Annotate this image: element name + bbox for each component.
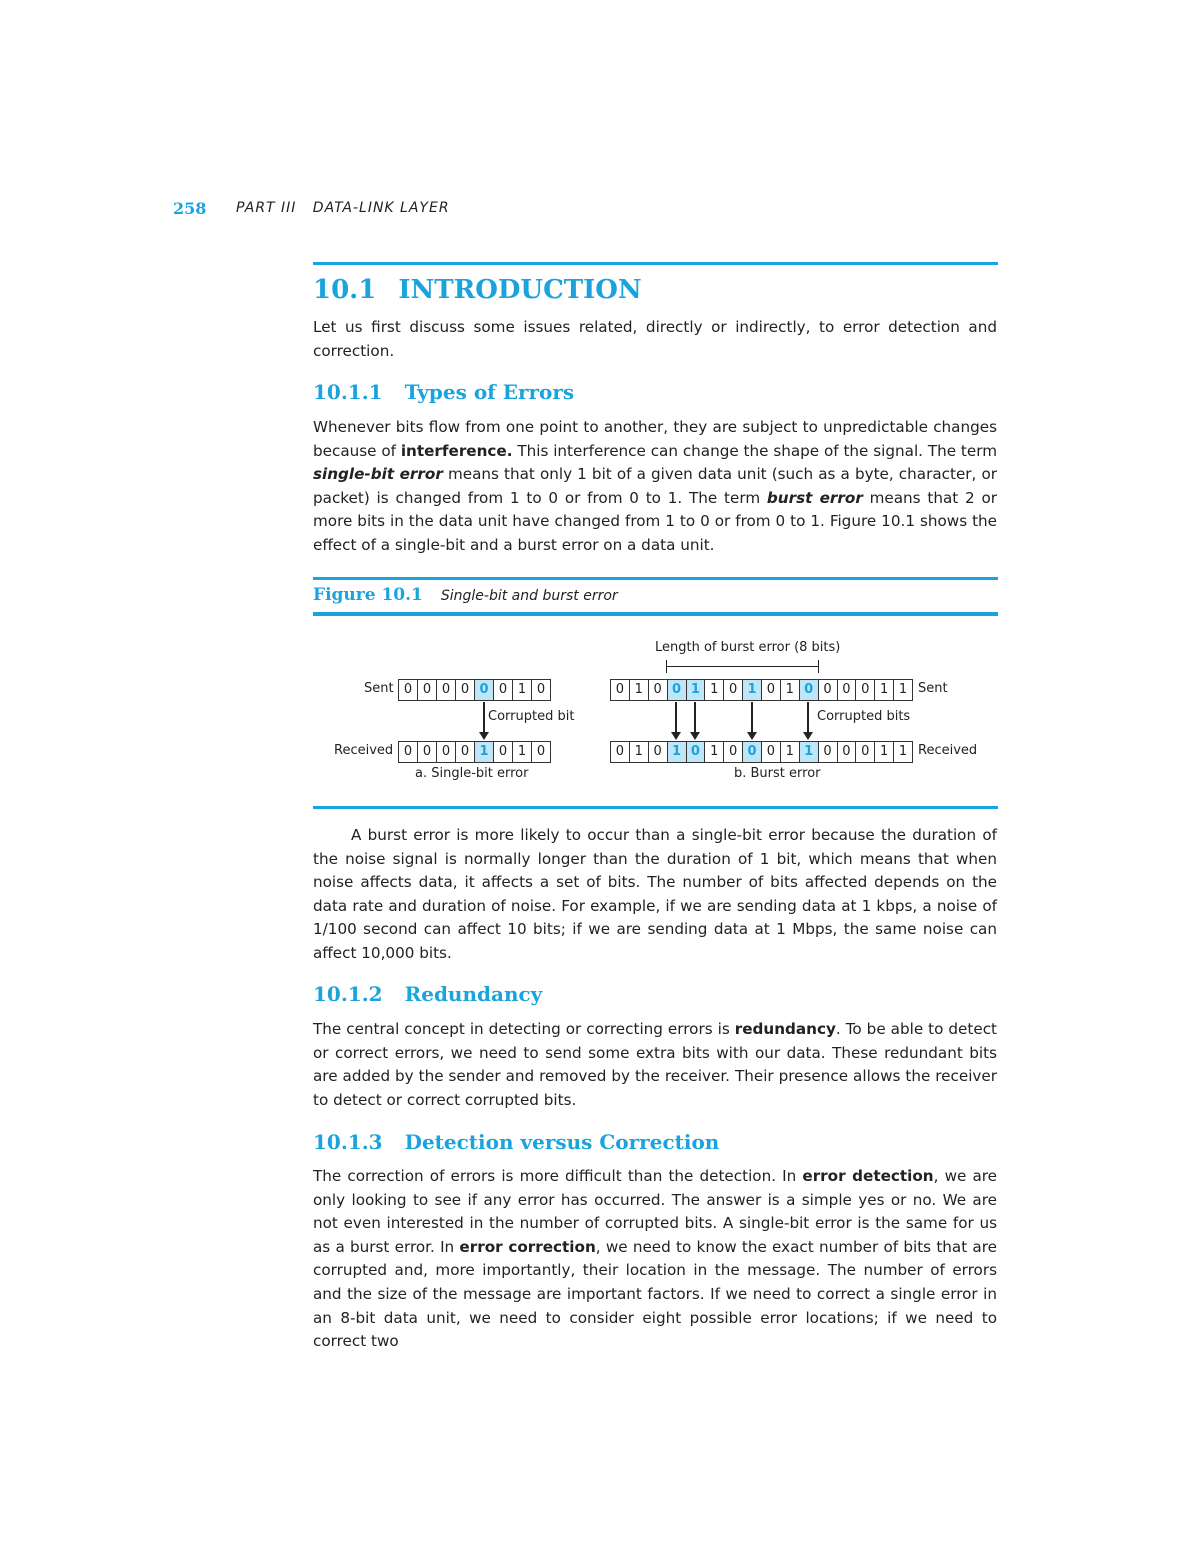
bit-cell: 1 (705, 680, 724, 700)
single-caption: a. Single-bit error (415, 766, 529, 781)
bit-cell: 0 (724, 680, 743, 700)
bit-cell: 0 (762, 680, 781, 700)
subsection-title: Redundancy (404, 982, 543, 1006)
bracket-tick (666, 660, 667, 673)
text: To be able to detect or correct errors, we need to send some extra bits with our data. These redundant bits are added by the sender and removed by the receiver. Their presence allows the receiver to detect or correct corrupted bits. (313, 1020, 997, 1109)
bit-cell: 1 (781, 680, 800, 700)
burst-sent-bits (610, 679, 913, 701)
term-error-correction: error correction (459, 1237, 596, 1256)
bit-cell: 0 (819, 742, 838, 762)
term-single-bit-error: single-bit error (313, 465, 443, 484)
bit-cell: 1 (630, 680, 649, 700)
bit-cell: 0 (819, 680, 838, 700)
bit-cell: 1 (687, 680, 706, 700)
bit-cell: 0 (668, 680, 687, 700)
corruption-arrow-icon (675, 702, 677, 734)
bit-cell: 1 (875, 742, 894, 762)
bit-cell: 0 (743, 742, 762, 762)
figure-label: Figure 10.1 (313, 585, 423, 605)
bit-cell: 0 (456, 680, 475, 700)
subsection-heading-redundancy (313, 982, 542, 1006)
burst-paragraph: A burst error is more likely to occur than a single-bit error because the duration of the noise signal is normally longer than the duration of 1 bit, which means that when noise affects data, it affects a set of bits. The number of bits affected depends on the data rate and duration of noise. For example, if we are sending data at 1 kbps, a noise of 1/100 second can affect 10 bits; if we are sending data at 1 Mbps, the same noise can affect 10,000 bits. (313, 826, 997, 962)
section-title: INTRODUCTION (398, 275, 642, 305)
bit-cell: 0 (399, 680, 418, 700)
bit-cell: 1 (743, 680, 762, 700)
bit-cell: 1 (513, 680, 532, 700)
burst-arrow-label: Corrupted bits (817, 709, 911, 724)
bit-cell: 1 (513, 742, 532, 762)
subsection-title: Types of Errors (404, 380, 575, 404)
bit-cell: 0 (456, 742, 475, 762)
corruption-arrow-icon (751, 702, 753, 734)
bracket-tick (818, 660, 819, 673)
single-received-label: Received (334, 743, 394, 758)
bit-cell: 0 (532, 680, 551, 700)
corruption-arrow-icon (807, 702, 809, 734)
bit-cell: 0 (838, 742, 857, 762)
term-error-detection: error detection (802, 1167, 934, 1185)
text: Whenever bits flow from one point to another, they are subject to unpredictable changes because of (313, 418, 997, 460)
bit-cell: 0 (437, 680, 456, 700)
burst-sent-label: Sent (918, 681, 948, 696)
burst-received-label: Received (918, 743, 978, 758)
bit-cell: 0 (649, 742, 668, 762)
corruption-arrow-icon (694, 702, 696, 734)
subsection-number: 10.1.1 (313, 380, 383, 404)
bit-cell: 0 (649, 680, 668, 700)
running-head: PART III DATA-LINK LAYER (236, 200, 450, 216)
bit-cell: 0 (399, 742, 418, 762)
text: means that 2 or more bits in the data unit have changed from 1 to 0 or from 0 to 1. Figure 10.1 shows the effect of a single-bit and a burst error on a data unit. (313, 488, 997, 554)
bit-cell: 1 (875, 680, 894, 700)
corruption-arrow-icon (483, 702, 485, 734)
bit-cell: 1 (475, 742, 494, 762)
text: The central concept in detecting or correcting errors is (313, 1020, 735, 1038)
section-number: 10.1 (313, 275, 377, 305)
bit-cell: 0 (687, 742, 706, 762)
bit-cell: 0 (532, 742, 551, 762)
term-redundancy: redundancy (734, 1020, 836, 1038)
page-number: 258 (173, 199, 207, 218)
term-interference: interference. (400, 441, 513, 460)
subsection-number: 10.1.3 (313, 1130, 383, 1154)
single-arrow-label: Corrupted bit (488, 709, 575, 724)
bit-cell: 0 (611, 680, 630, 700)
detection-paragraph (313, 1165, 997, 1354)
text: , we need to know the exact number of bits that are corrupted and, more importantly, their location in the message. The number of errors and the size of the message are important factors. If we need to correct a single error in an 8-bit data unit, we need to consider eight possible error locations; if we need to correct two (313, 1237, 997, 1351)
text: means that only 1 bit of a given data unit (such as a byte, character, or packet) is changed from 1 to 0 or from 0 to 1. The term (313, 465, 997, 507)
bit-cell: 1 (800, 742, 819, 762)
bit-cell: 1 (668, 742, 687, 762)
text: This interference can change the shape of the signal. The term (512, 441, 997, 460)
text: . (835, 1020, 841, 1038)
bit-cell: 0 (838, 680, 857, 700)
bit-cell: 0 (437, 742, 456, 762)
redundancy-paragraph (313, 1018, 997, 1112)
bit-cell: 0 (418, 742, 437, 762)
bit-cell: 0 (494, 742, 513, 762)
bit-cell: 1 (894, 680, 913, 700)
figure-bottom-rule (313, 806, 998, 809)
bit-cell: 0 (762, 742, 781, 762)
bit-cell: 1 (894, 742, 913, 762)
text: The correction of errors is more difficult than the detection. In (313, 1167, 803, 1185)
subsection-number: 10.1.2 (313, 982, 383, 1006)
text: , we are only looking to see if any error has occurred. The answer is a simple yes or no. We are not even interested in the number of corrupted bits. A single-bit error is the same for us as a burst error. In (313, 1167, 998, 1256)
bit-cell: 0 (800, 680, 819, 700)
subsection-title: Detection versus Correction (404, 1130, 720, 1154)
term-burst-error: burst error (766, 488, 863, 507)
intro-paragraph: Let us first discuss some issues related, directly or indirectly, to error detection and correction. (313, 318, 997, 360)
bit-cell: 0 (724, 742, 743, 762)
burst-received-bits (610, 741, 913, 763)
bit-cell: 0 (856, 742, 875, 762)
single-sent-bits (398, 679, 551, 701)
bit-cell: 0 (856, 680, 875, 700)
figure-title: Single-bit and burst error (440, 588, 618, 604)
bit-cell: 1 (781, 742, 800, 762)
burst-length-bracket (667, 666, 818, 667)
bit-cell: 0 (611, 742, 630, 762)
bit-cell: 1 (630, 742, 649, 762)
bit-cell: 0 (494, 680, 513, 700)
single-sent-label: Sent (364, 681, 394, 696)
bit-cell: 0 (418, 680, 437, 700)
single-received-bits (398, 741, 551, 763)
burst-caption: b. Burst error (734, 766, 821, 781)
bit-cell: 1 (705, 742, 724, 762)
bit-cell: 0 (475, 680, 494, 700)
subsection-heading-detection (313, 1130, 719, 1154)
burst-length-label: Length of burst error (8 bits) (655, 640, 841, 655)
